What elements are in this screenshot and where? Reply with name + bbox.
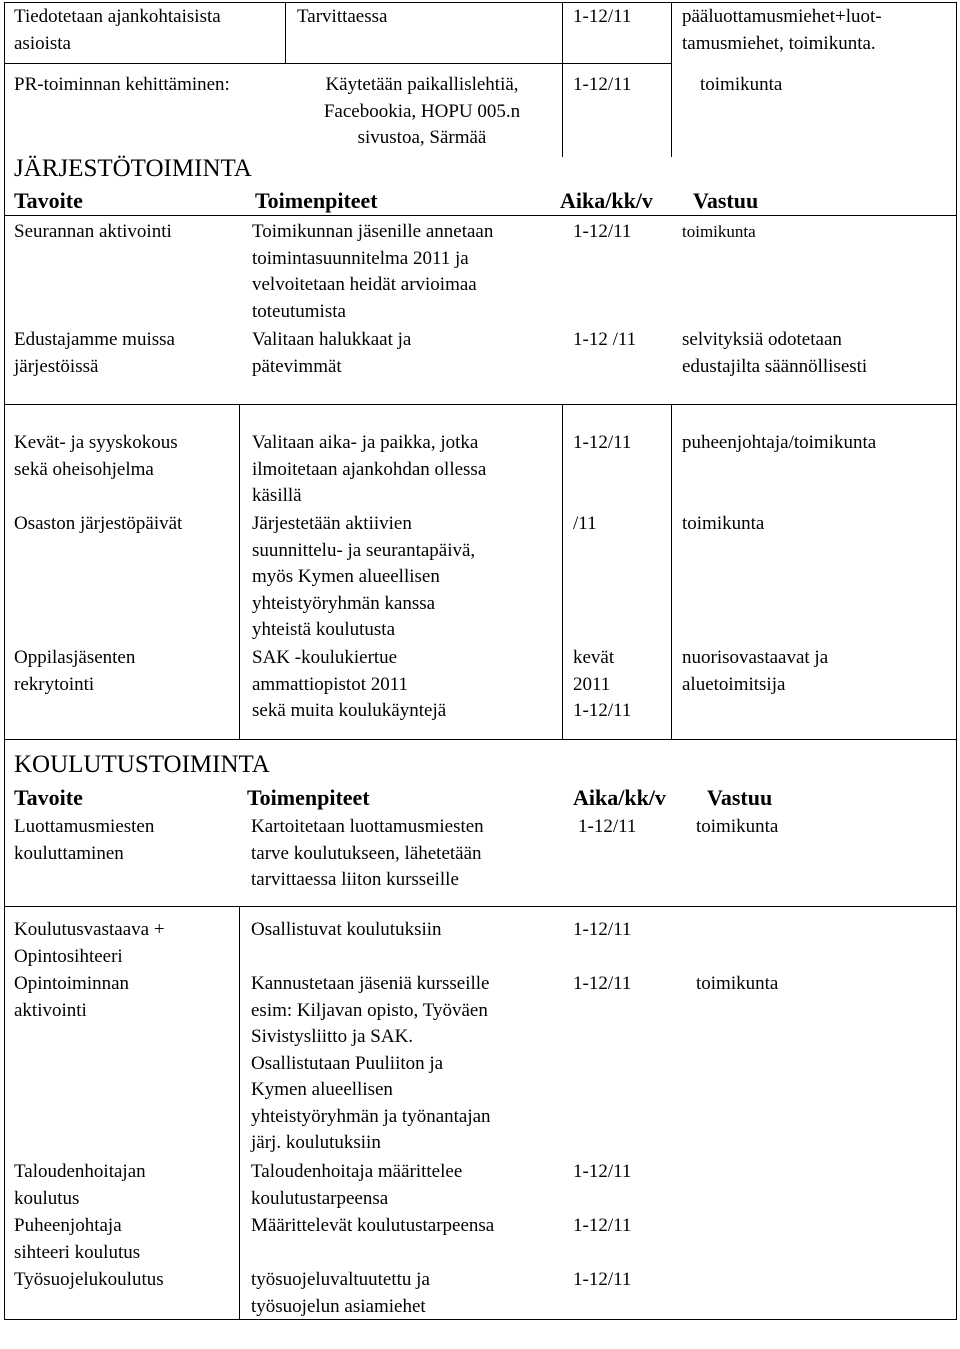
time-text: 1-12/11 — [573, 221, 632, 242]
owner-text: puheenjohtaja/toimikunta — [682, 432, 877, 453]
owner-text: selvityksiä odotetaan edustajilta säännöllisesti — [682, 329, 868, 377]
time-text: /11 — [573, 513, 597, 534]
header-owner: Vastuu — [707, 785, 773, 810]
time-text: 1-12/11 — [573, 6, 632, 27]
measure-text: Toimikunnan jäsenille annetaan toimintasuunnitelma 2011 ja velvoitetaan heidät arvioimaa toteutumista — [252, 221, 494, 322]
measure-text: Kannustetaan jäseniä kursseille esim: Kiljavan opisto, Työväen Sivistysliitto ja SAK. Osallistutaan Puuliiton ja Kymen alueellisen yhteistyöryhmän ja työnantajan järj. koulutuksiin — [251, 973, 491, 1153]
measure-text: Kartoitetaan luottamusmiesten tarve koulutukseen, lähetetään tarvittaessa liiton kursseille — [251, 816, 484, 890]
header-measure: Toimenpiteet — [247, 785, 370, 810]
measure-text: SAK -koulukiertue ammattiopistot 2011 sekä muita koulukäyntejä — [252, 647, 447, 721]
measure-text: Käytetään paikallislehtiä, Facebookia, HOPU 005.n sivustoa, Särmää — [323, 74, 521, 148]
measure-text: Järjestetään aktiivien suunnittelu- ja seurantapäivä, myös Kymen alueellisen yhteistyöryhmän kanssa yhteistä koulutusta — [252, 513, 476, 640]
measure-text: Taloudenhoitaja määrittelee koulutustarpeensa — [251, 1161, 463, 1209]
owner-text: nuorisovastaavat ja aluetoimitsija — [682, 647, 829, 695]
goal-text: PR-toiminnan kehittäminen: — [14, 74, 230, 95]
time-text: 1-12/11 — [573, 74, 632, 95]
header-time: Aika/kk/v — [560, 188, 653, 213]
time-text: 1-12/11 — [578, 816, 637, 837]
time-text: 1-12 /11 — [573, 329, 637, 350]
header-goal: Tavoite — [14, 188, 83, 213]
goal-text: Luottamusmiesten kouluttaminen — [14, 816, 155, 864]
goal-text: Opintoiminnan aktivointi — [14, 973, 130, 1021]
goal-text: Kevät- ja syyskokous sekä oheisohjelma — [14, 432, 178, 480]
section-title: JÄRJESTÖTOIMINTA — [14, 155, 252, 182]
owner-text: toimikunta — [682, 513, 765, 534]
header-measure: Toimenpiteet — [255, 188, 378, 213]
goal-text: Oppilasjäsenten rekrytointi — [14, 647, 136, 695]
time-text: 1-12/11 — [573, 432, 632, 453]
time-text: 1-12/11 — [573, 973, 632, 994]
time-text: 1-12/11 — [573, 1215, 632, 1236]
measure-text: Tarvittaessa — [297, 6, 388, 27]
time-text: kevät 2011 1-12/11 — [573, 647, 632, 721]
goal-text: Tiedotetaan ajankohtaisista asioista — [14, 6, 221, 54]
header-time: Aika/kk/v — [573, 785, 666, 810]
goal-text: Edustajamme muissa järjestöissä — [14, 329, 175, 377]
header-goal: Tavoite — [14, 785, 83, 810]
goal-text: Työsuojelukoulutus — [14, 1269, 164, 1290]
time-text: 1-12/11 — [573, 919, 632, 940]
time-text: 1-12/11 — [573, 1161, 632, 1182]
measure-text: Valitaan halukkaat ja pätevimmät — [252, 329, 412, 377]
goal-text: Koulutusvastaava + Opintosihteeri — [14, 919, 165, 967]
owner-text: toimikunta — [696, 816, 779, 837]
goal-text: Puheenjohtaja sihteeri koulutus — [14, 1215, 141, 1263]
owner-text: toimikunta — [700, 74, 783, 95]
section-title: KOULUTUSTOIMINTA — [14, 751, 270, 778]
goal-text: Seurannan aktivointi — [14, 221, 172, 242]
header-owner: Vastuu — [693, 188, 759, 213]
owner-text: toimikunta — [682, 222, 756, 241]
goal-text: Osaston järjestöpäivät — [14, 513, 183, 534]
measure-text: Määrittelevät koulutustarpeensa — [251, 1215, 495, 1236]
measure-text: Valitaan aika- ja paikka, jotka ilmoitetaan ajankohdan ollessa käsillä — [252, 432, 487, 506]
goal-text: Taloudenhoitajan koulutus — [14, 1161, 146, 1209]
owner-text: toimikunta — [696, 973, 779, 994]
measure-text: Osallistuvat koulutuksiin — [251, 919, 442, 940]
time-text: 1-12/11 — [573, 1269, 632, 1290]
measure-text: työsuojeluvaltuutettu ja työsuojelun asiamiehet — [251, 1269, 430, 1317]
owner-text: pääluottamusmiehet+luot- tamusmiehet, toimikunta. — [682, 6, 882, 54]
